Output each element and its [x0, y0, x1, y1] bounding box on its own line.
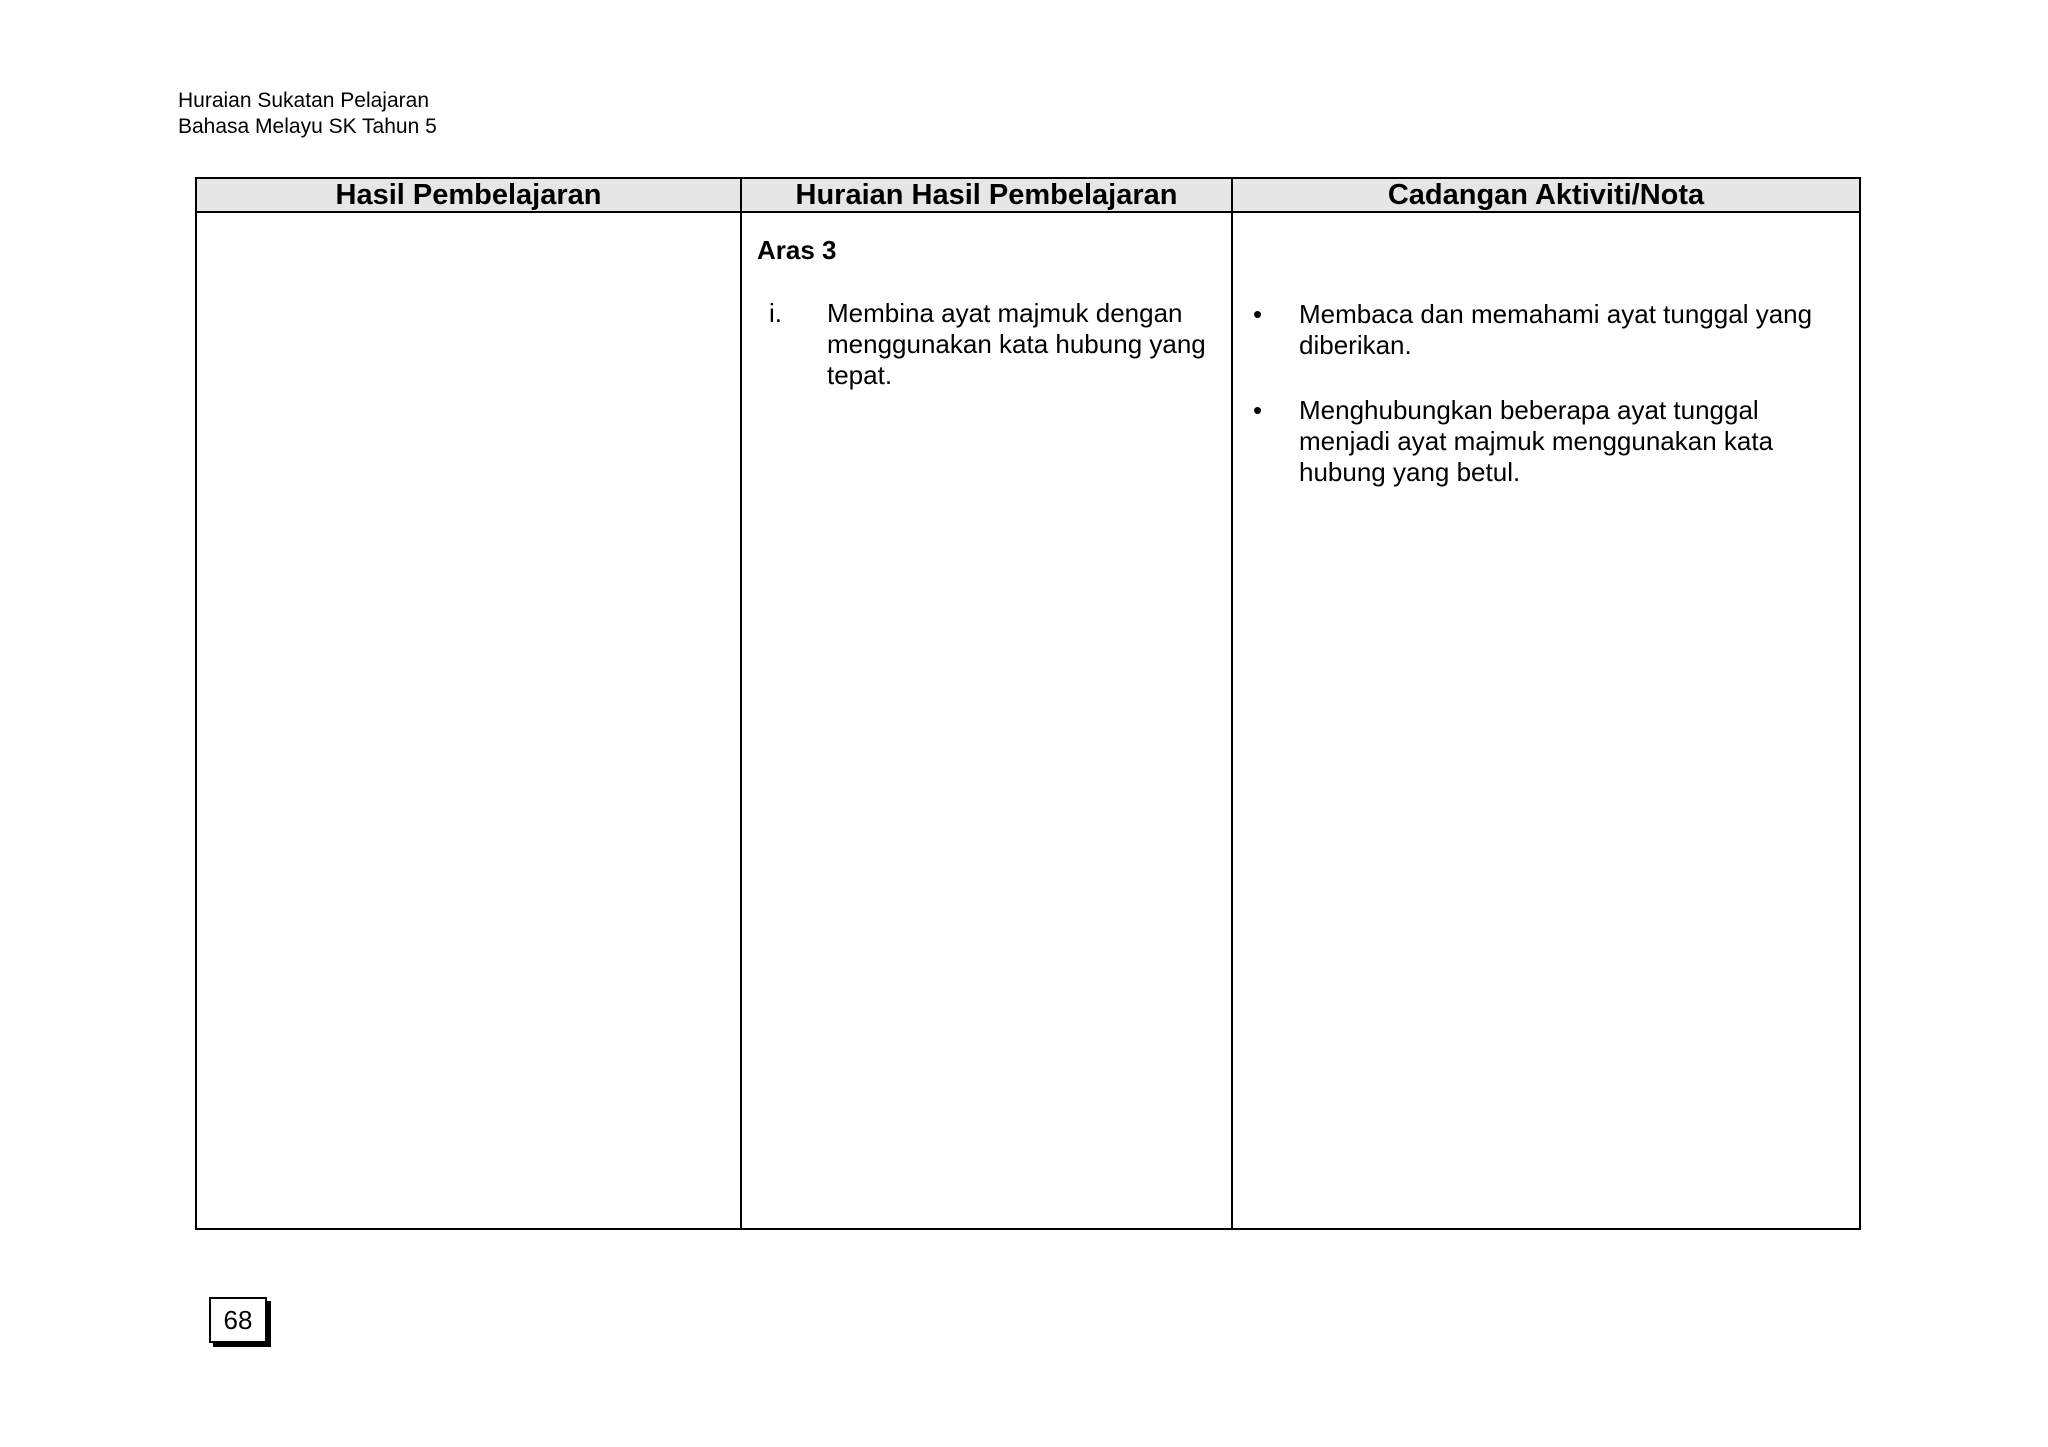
document-header — [178, 88, 437, 140]
cell-cadangan — [1232, 212, 1860, 1229]
column-header-cadangan: Cadangan Aktiviti/Nota — [1232, 178, 1860, 212]
table-header-row — [196, 178, 1860, 212]
column-header-hasil: Hasil Pembelajaran — [196, 178, 741, 212]
cell-hasil-pembelajaran — [196, 212, 741, 1229]
bullet-icon: • — [1253, 395, 1263, 425]
header-line-2: Bahasa Melayu SK Tahun 5 — [178, 115, 437, 138]
table-row — [196, 212, 1860, 1229]
list-item — [757, 298, 1231, 391]
header-line-1: Huraian Sukatan Pelajaran — [178, 89, 429, 112]
list-item-text: Menghubungkan beberapa ayat tunggal menjadi ayat majmuk menggunakan kata hubung yang betul. — [1299, 395, 1774, 487]
list-item — [1253, 299, 1859, 361]
column-header-huraian: Huraian Hasil Pembelajaran — [741, 178, 1232, 212]
list-item-text: Membina ayat majmuk dengan menggunakan kata hubung yang tepat. — [827, 298, 1206, 390]
list-item — [1253, 395, 1859, 488]
level-title: Aras 3 — [757, 235, 837, 265]
page-number: 68 — [209, 1297, 267, 1343]
list-item-number: i. — [769, 298, 782, 328]
syllabus-table — [195, 177, 1861, 1230]
list-item-text: Membaca dan memahami ayat tunggal yang diberikan. — [1299, 299, 1813, 360]
bullet-icon: • — [1253, 299, 1263, 329]
cell-huraian — [741, 212, 1232, 1229]
